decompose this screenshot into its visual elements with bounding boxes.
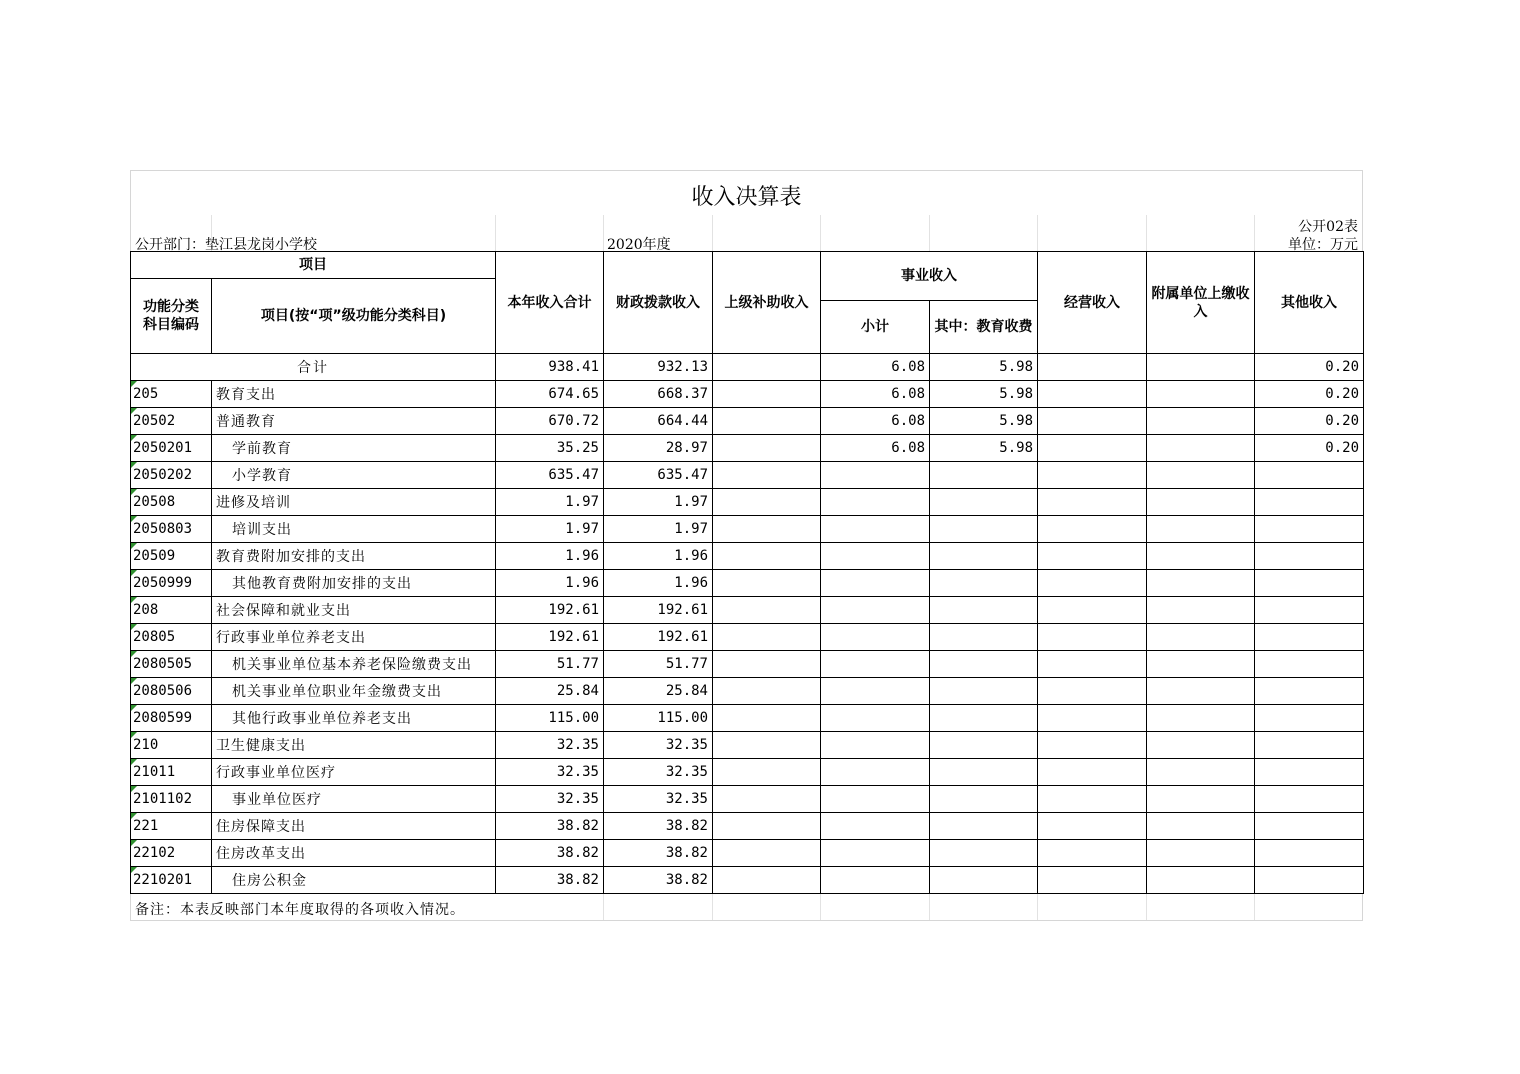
- edu-fee-cell: [930, 462, 1038, 489]
- superior-cell: [713, 678, 821, 705]
- subtotal-cell: [821, 624, 930, 651]
- fiscal-cell: 38.82: [604, 813, 713, 840]
- other-cell: [1255, 543, 1364, 570]
- edu-fee-cell: [930, 651, 1038, 678]
- edu-fee-cell: [930, 813, 1038, 840]
- affiliate-cell: [1147, 570, 1255, 597]
- subtotal-cell: [821, 489, 930, 516]
- edu-fee-cell: [930, 570, 1038, 597]
- other-cell: [1255, 462, 1364, 489]
- edu-fee-cell: [930, 516, 1038, 543]
- total-cell: 32.35: [496, 759, 604, 786]
- total-cell: 1.96: [496, 543, 604, 570]
- superior-cell: [713, 651, 821, 678]
- total-cell: 35.25: [496, 435, 604, 462]
- affiliate-cell: [1147, 597, 1255, 624]
- table-row: [131, 840, 1364, 867]
- subtotal-cell: [821, 813, 930, 840]
- subtotal-cell: 6.08: [821, 354, 930, 381]
- superior-cell: [713, 597, 821, 624]
- edu-fee-cell: 5.98: [930, 354, 1038, 381]
- note-row: [130, 894, 1363, 921]
- total-cell: 38.82: [496, 813, 604, 840]
- edu-fee-cell: [930, 759, 1038, 786]
- table-number: 公开02表: [1298, 219, 1358, 235]
- subtotal-cell: [821, 840, 930, 867]
- operating-cell: [1038, 840, 1147, 867]
- code-cell: 210: [131, 732, 212, 759]
- superior-cell: [713, 705, 821, 732]
- total-cell: 192.61: [496, 597, 604, 624]
- affiliate-cell: [1147, 786, 1255, 813]
- superior-cell: [713, 570, 821, 597]
- header-other: 其他收入: [1255, 252, 1364, 354]
- table-row: [131, 759, 1364, 786]
- name-cell: 普通教育: [212, 408, 496, 435]
- other-cell: [1255, 759, 1364, 786]
- fiscal-cell: 115.00: [604, 705, 713, 732]
- income-statement-sheet: [130, 170, 1363, 921]
- code-cell: 20509: [131, 543, 212, 570]
- meta-row: [130, 233, 1363, 251]
- edu-fee-cell: [930, 732, 1038, 759]
- code-cell: 221: [131, 813, 212, 840]
- total-cell: 25.84: [496, 678, 604, 705]
- table-number-row: [130, 215, 1363, 233]
- other-cell: 0.20: [1255, 435, 1364, 462]
- subtotal-cell: 6.08: [821, 381, 930, 408]
- other-cell: [1255, 678, 1364, 705]
- other-cell: [1255, 651, 1364, 678]
- superior-cell: [713, 840, 821, 867]
- code-cell: 20805: [131, 624, 212, 651]
- header-total: 本年收入合计: [496, 252, 604, 354]
- affiliate-cell: [1147, 354, 1255, 381]
- affiliate-cell: [1147, 624, 1255, 651]
- income-table: [130, 251, 1364, 894]
- other-cell: [1255, 867, 1364, 894]
- name-cell: 事业单位医疗: [212, 786, 496, 813]
- operating-cell: [1038, 867, 1147, 894]
- subtotal-cell: [821, 705, 930, 732]
- table-row: [131, 732, 1364, 759]
- other-cell: [1255, 705, 1364, 732]
- superior-cell: [713, 813, 821, 840]
- name-cell: 机关事业单位职业年金缴费支出: [212, 678, 496, 705]
- total-row: [131, 354, 1364, 381]
- other-cell: [1255, 732, 1364, 759]
- operating-cell: [1038, 786, 1147, 813]
- code-cell: 21011: [131, 759, 212, 786]
- total-cell: 32.35: [496, 732, 604, 759]
- other-cell: [1255, 813, 1364, 840]
- fiscal-cell: 668.37: [604, 381, 713, 408]
- name-cell: 教育支出: [212, 381, 496, 408]
- other-cell: [1255, 489, 1364, 516]
- fiscal-cell: 192.61: [604, 597, 713, 624]
- affiliate-cell: [1147, 759, 1255, 786]
- affiliate-cell: [1147, 408, 1255, 435]
- total-cell: 192.61: [496, 624, 604, 651]
- fiscal-cell: 635.47: [604, 462, 713, 489]
- sheet-title: 收入决算表: [691, 185, 802, 210]
- table-row: [131, 813, 1364, 840]
- subtotal-cell: [821, 516, 930, 543]
- affiliate-cell: [1147, 435, 1255, 462]
- subtotal-cell: 6.08: [821, 435, 930, 462]
- table-row: [131, 516, 1364, 543]
- header-fiscal: 财政拨款收入: [604, 252, 713, 354]
- name-cell: 其他教育费附加安排的支出: [212, 570, 496, 597]
- operating-cell: [1038, 354, 1147, 381]
- table-row: [131, 678, 1364, 705]
- edu-fee-cell: 5.98: [930, 408, 1038, 435]
- total-cell: 32.35: [496, 786, 604, 813]
- operating-cell: [1038, 408, 1147, 435]
- name-cell: 小学教育: [212, 462, 496, 489]
- table-row: [131, 543, 1364, 570]
- total-cell: 670.72: [496, 408, 604, 435]
- fiscal-cell: 664.44: [604, 408, 713, 435]
- operating-cell: [1038, 381, 1147, 408]
- subtotal-cell: [821, 867, 930, 894]
- footnote: 备注：本表反映部门本年度取得的各项收入情况。: [135, 902, 465, 918]
- fiscal-cell: 25.84: [604, 678, 713, 705]
- total-cell: 38.82: [496, 840, 604, 867]
- fiscal-cell: 32.35: [604, 786, 713, 813]
- total-cell: 635.47: [496, 462, 604, 489]
- operating-cell: [1038, 624, 1147, 651]
- fiscal-cell: 32.35: [604, 759, 713, 786]
- superior-cell: [713, 732, 821, 759]
- operating-cell: [1038, 705, 1147, 732]
- affiliate-cell: [1147, 813, 1255, 840]
- operating-cell: [1038, 678, 1147, 705]
- edu-fee-cell: 5.98: [930, 435, 1038, 462]
- subtotal-cell: [821, 462, 930, 489]
- edu-fee-cell: [930, 543, 1038, 570]
- edu-fee-cell: [930, 786, 1038, 813]
- code-cell: 22102: [131, 840, 212, 867]
- superior-cell: [713, 543, 821, 570]
- fiscal-cell: 1.96: [604, 570, 713, 597]
- operating-cell: [1038, 759, 1147, 786]
- operating-cell: [1038, 597, 1147, 624]
- header-operating: 经营收入: [1038, 252, 1147, 354]
- subtotal-cell: [821, 678, 930, 705]
- superior-cell: [713, 462, 821, 489]
- total-cell: 674.65: [496, 381, 604, 408]
- code-cell: 2050201: [131, 435, 212, 462]
- fiscal-cell: 28.97: [604, 435, 713, 462]
- header-code: 功能分类科目编码: [131, 279, 212, 354]
- affiliate-cell: [1147, 678, 1255, 705]
- operating-cell: [1038, 813, 1147, 840]
- operating-cell: [1038, 543, 1147, 570]
- name-cell: 住房保障支出: [212, 813, 496, 840]
- total-cell: 115.00: [496, 705, 604, 732]
- name-cell: 其他行政事业单位养老支出: [212, 705, 496, 732]
- code-cell: 2101102: [131, 786, 212, 813]
- code-cell: 2080599: [131, 705, 212, 732]
- edu-fee-cell: [930, 489, 1038, 516]
- edu-fee-cell: [930, 624, 1038, 651]
- other-cell: 0.20: [1255, 381, 1364, 408]
- table-row: [131, 489, 1364, 516]
- fiscal-cell: 38.82: [604, 840, 713, 867]
- other-cell: [1255, 840, 1364, 867]
- affiliate-cell: [1147, 867, 1255, 894]
- affiliate-cell: [1147, 651, 1255, 678]
- other-cell: [1255, 570, 1364, 597]
- name-cell: 行政事业单位医疗: [212, 759, 496, 786]
- fiscal-cell: 38.82: [604, 867, 713, 894]
- superior-cell: [713, 354, 821, 381]
- fiscal-cell: 32.35: [604, 732, 713, 759]
- operating-cell: [1038, 651, 1147, 678]
- name-cell: 住房公积金: [212, 867, 496, 894]
- table-row: [131, 867, 1364, 894]
- header-project: 项目: [131, 252, 496, 279]
- table-row: [131, 570, 1364, 597]
- table-row: [131, 462, 1364, 489]
- affiliate-cell: [1147, 489, 1255, 516]
- superior-cell: [713, 759, 821, 786]
- code-cell: 20502: [131, 408, 212, 435]
- subtotal-cell: [821, 651, 930, 678]
- affiliate-cell: [1147, 705, 1255, 732]
- header-name: 项目(按“项”级功能分类科目): [212, 279, 496, 354]
- subtotal-cell: [821, 543, 930, 570]
- subtotal-cell: 6.08: [821, 408, 930, 435]
- table-row: [131, 408, 1364, 435]
- code-cell: 20508: [131, 489, 212, 516]
- table-row: [131, 597, 1364, 624]
- table-body: [131, 354, 1364, 894]
- operating-cell: [1038, 489, 1147, 516]
- subtotal-cell: [821, 597, 930, 624]
- edu-fee-cell: 5.98: [930, 381, 1038, 408]
- subtotal-cell: [821, 570, 930, 597]
- total-cell: 38.82: [496, 867, 604, 894]
- name-cell: 行政事业单位养老支出: [212, 624, 496, 651]
- total-cell: 938.41: [496, 354, 604, 381]
- fiscal-cell: 1.96: [604, 543, 713, 570]
- header-subtotal: 小计: [821, 301, 930, 354]
- name-cell: 卫生健康支出: [212, 732, 496, 759]
- operating-cell: [1038, 570, 1147, 597]
- other-cell: [1255, 597, 1364, 624]
- affiliate-cell: [1147, 840, 1255, 867]
- operating-cell: [1038, 435, 1147, 462]
- table-row: [131, 786, 1364, 813]
- year-label: 2020年度: [607, 237, 671, 253]
- table-row: [131, 705, 1364, 732]
- superior-cell: [713, 867, 821, 894]
- edu-fee-cell: [930, 840, 1038, 867]
- code-cell: 2080505: [131, 651, 212, 678]
- code-cell: 2050202: [131, 462, 212, 489]
- edu-fee-cell: [930, 705, 1038, 732]
- total-label: 合计: [131, 354, 496, 381]
- header-superior: 上级补助收入: [713, 252, 821, 354]
- affiliate-cell: [1147, 462, 1255, 489]
- subtotal-cell: [821, 786, 930, 813]
- name-cell: 教育费附加安排的支出: [212, 543, 496, 570]
- total-cell: 1.97: [496, 516, 604, 543]
- operating-cell: [1038, 462, 1147, 489]
- header-affiliate: 附属单位上缴收入: [1147, 252, 1255, 354]
- header-edu-fee: 其中：教育收费: [930, 301, 1038, 354]
- operating-cell: [1038, 732, 1147, 759]
- header-business: 事业收入: [821, 252, 1038, 301]
- affiliate-cell: [1147, 381, 1255, 408]
- superior-cell: [713, 624, 821, 651]
- name-cell: 住房改革支出: [212, 840, 496, 867]
- superior-cell: [713, 435, 821, 462]
- fiscal-cell: 192.61: [604, 624, 713, 651]
- superior-cell: [713, 786, 821, 813]
- fiscal-cell: 932.13: [604, 354, 713, 381]
- superior-cell: [713, 381, 821, 408]
- edu-fee-cell: [930, 867, 1038, 894]
- name-cell: 机关事业单位基本养老保险缴费支出: [212, 651, 496, 678]
- operating-cell: [1038, 516, 1147, 543]
- code-cell: 2080506: [131, 678, 212, 705]
- fiscal-cell: 51.77: [604, 651, 713, 678]
- name-cell: 社会保障和就业支出: [212, 597, 496, 624]
- name-cell: 学前教育: [212, 435, 496, 462]
- code-cell: 208: [131, 597, 212, 624]
- code-cell: 2050803: [131, 516, 212, 543]
- other-cell: [1255, 786, 1364, 813]
- edu-fee-cell: [930, 597, 1038, 624]
- table-row: [131, 651, 1364, 678]
- other-cell: [1255, 516, 1364, 543]
- fiscal-cell: 1.97: [604, 489, 713, 516]
- code-cell: 2210201: [131, 867, 212, 894]
- total-cell: 1.96: [496, 570, 604, 597]
- total-cell: 1.97: [496, 489, 604, 516]
- other-cell: 0.20: [1255, 354, 1364, 381]
- code-cell: 205: [131, 381, 212, 408]
- affiliate-cell: [1147, 543, 1255, 570]
- subtotal-cell: [821, 732, 930, 759]
- affiliate-cell: [1147, 516, 1255, 543]
- superior-cell: [713, 516, 821, 543]
- table-row: [131, 435, 1364, 462]
- superior-cell: [713, 489, 821, 516]
- table-row: [131, 381, 1364, 408]
- other-cell: 0.20: [1255, 408, 1364, 435]
- other-cell: [1255, 624, 1364, 651]
- subtotal-cell: [821, 759, 930, 786]
- code-cell: 2050999: [131, 570, 212, 597]
- name-cell: 培训支出: [212, 516, 496, 543]
- affiliate-cell: [1147, 732, 1255, 759]
- department-label: 公开部门：垫江县龙岗小学校: [135, 237, 317, 253]
- superior-cell: [713, 408, 821, 435]
- name-cell: 进修及培训: [212, 489, 496, 516]
- edu-fee-cell: [930, 678, 1038, 705]
- fiscal-cell: 1.97: [604, 516, 713, 543]
- table-row: [131, 624, 1364, 651]
- title-row: [130, 170, 1363, 215]
- total-cell: 51.77: [496, 651, 604, 678]
- unit-label: 单位：万元: [1288, 237, 1358, 253]
